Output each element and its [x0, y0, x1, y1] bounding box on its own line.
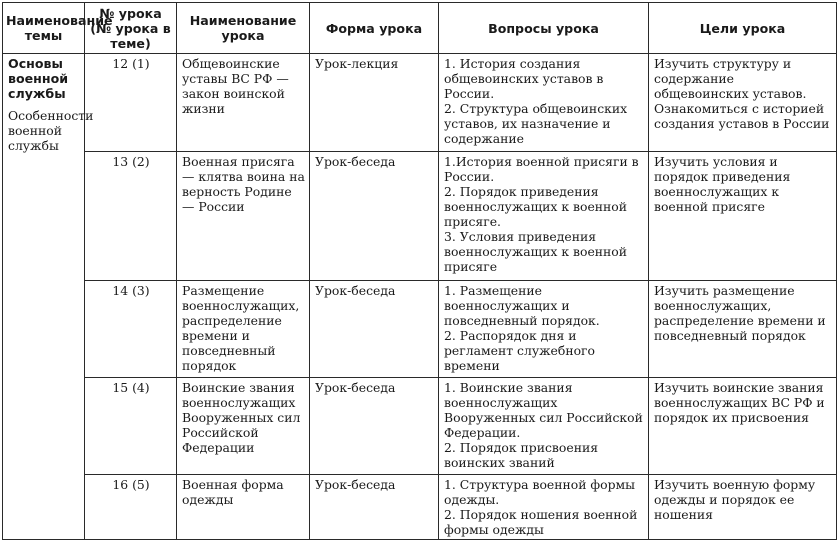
lesson-form: Урок-лекция	[310, 54, 439, 152]
question-item: 2. Порядок ношения военной формы одежды	[444, 507, 638, 537]
theme-subtitle: Особенности военной службы	[8, 108, 94, 153]
lesson-goals: Изучить структуру и содержание общевоинских уставов. Ознакомиться с историей создания уставов в России	[649, 54, 837, 152]
question-item: 2. Порядок приведения военнослужащих к военной присяге.	[444, 184, 628, 229]
lesson-form: Урок-беседа	[310, 281, 439, 378]
header-theme: Наименование темы	[3, 3, 85, 54]
theme-cell	[3, 54, 94, 540]
header-lesson-goals: Цели урока	[649, 3, 837, 54]
lesson-name: Военная форма одежды	[177, 475, 310, 540]
lesson-questions	[439, 152, 649, 281]
header-row	[3, 3, 837, 54]
lesson-goals: Изучить условия и порядок приведения военнослужащих к военной присяге	[649, 152, 837, 281]
header-lesson-name: Наименование урока	[177, 3, 310, 54]
question-item: 2. Распорядок дня и регламент служебного времени	[444, 328, 595, 373]
table-row	[3, 281, 837, 378]
lesson-goals: Изучить размещение военнослужащих, распределение времени и повседневный порядок	[649, 281, 837, 378]
lesson-questions	[439, 475, 649, 540]
lesson-plan-table	[2, 2, 837, 540]
theme-title: Основы военной службы	[8, 56, 69, 101]
lesson-number: 13 (2)	[85, 152, 177, 281]
lesson-name: Воинские звания военнослужащих Вооруженных сил Российской Федерации	[177, 378, 310, 475]
question-item: 2. Порядок присвоения воинских званий	[444, 440, 599, 470]
lesson-name: Военная присяга — клятва воина на верность Родине — России	[177, 152, 310, 281]
table-row	[3, 152, 837, 281]
lesson-form: Урок-беседа	[310, 152, 439, 281]
lesson-goals: Изучить воинские звания военнослужащих ВС РФ и порядок их присвоения	[649, 378, 837, 475]
lesson-form: Урок-беседа	[310, 378, 439, 475]
header-lesson-number: № урока (№ урока в теме)	[85, 3, 177, 54]
lesson-questions	[439, 54, 649, 152]
question-item: 1.История военной присяги в России.	[444, 154, 639, 184]
lesson-number: 14 (3)	[85, 281, 177, 378]
lesson-questions	[439, 281, 649, 378]
header-lesson-form: Форма урока	[310, 3, 439, 54]
table-row	[3, 378, 837, 475]
question-item: 1. Размещение военнослужащих и повседневный порядок.	[444, 283, 600, 328]
header-lesson-questions: Вопросы урока	[439, 3, 649, 54]
table-row	[3, 54, 837, 152]
table-row	[3, 475, 837, 540]
lesson-name: Размещение военнослужащих, распределение времени и повседневный порядок	[177, 281, 310, 378]
lesson-goals: Изучить военную форму одежды и порядок ее ношения	[649, 475, 837, 540]
lesson-number: 12 (1)	[85, 54, 177, 152]
question-item: 1. История создания общевоинских уставов в России.	[444, 56, 604, 101]
question-item: 1. Структура военной формы одежды.	[444, 477, 635, 507]
question-item: 3. Условия приведения военнослужащих к военной присяге	[444, 229, 628, 274]
lesson-number: 16 (5)	[85, 475, 177, 540]
lesson-form: Урок-беседа	[310, 475, 439, 540]
question-item: 2. Структура общевоинских уставов, их назначение и содержание	[444, 101, 628, 146]
question-item: 1. Воинские звания военнослужащих Вооруженных сил Российской Федерации.	[444, 380, 643, 440]
lesson-name: Общевоинские уставы ВС РФ — закон воинской жизни	[177, 54, 310, 152]
lesson-questions	[439, 378, 649, 475]
lesson-number: 15 (4)	[85, 378, 177, 475]
